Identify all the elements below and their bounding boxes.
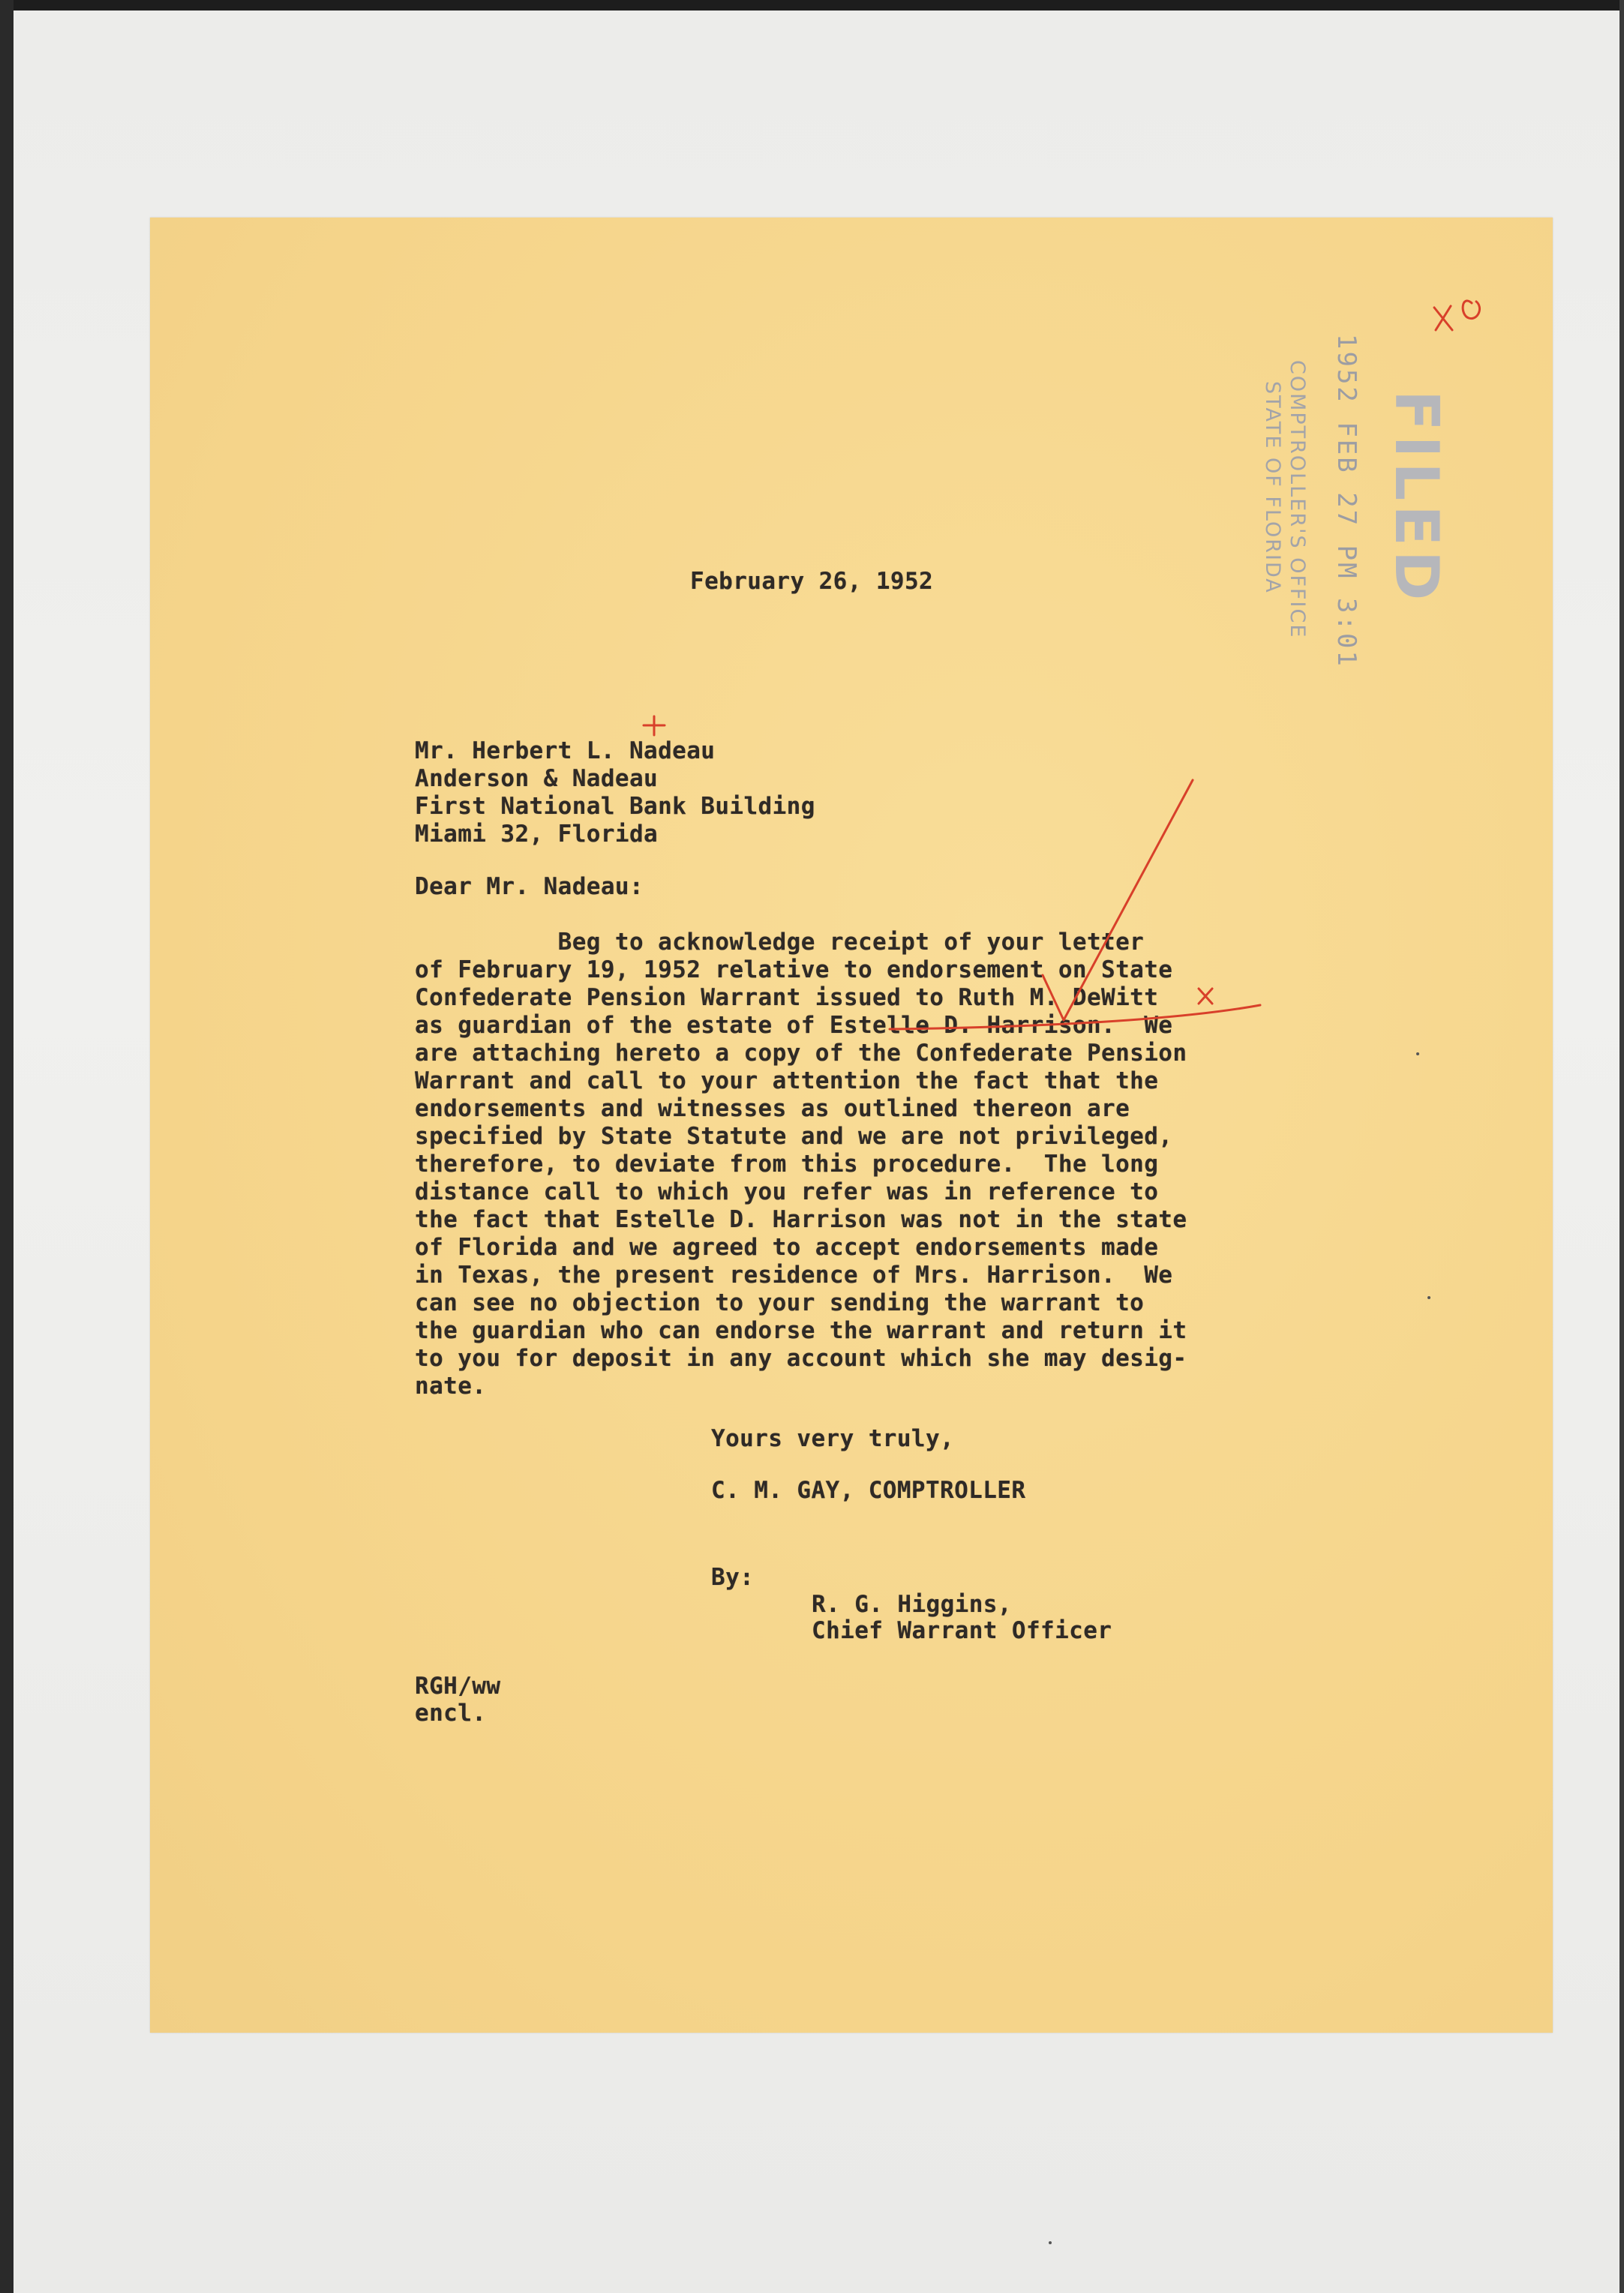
- body-line: Beg to acknowledge receipt of your letter: [415, 929, 1145, 956]
- body-line: in Texas, the present residence of Mrs. Harrison. We: [415, 1262, 1173, 1289]
- body-line: to you for deposit in any account which she may desig-: [415, 1345, 1187, 1372]
- body-line: as guardian of the estate of Estelle D. Harrison. We: [415, 1012, 1173, 1039]
- filed-stamp-office: COMPTROLLER'S OFFICE: [1286, 360, 1309, 639]
- signer-title: Chief Warrant Officer: [812, 1617, 1112, 1644]
- filed-stamp-datetime: 1952 FEB 27 PM 3:01: [1331, 334, 1361, 668]
- address-line-firm: Anderson & Nadeau: [415, 765, 659, 792]
- scan-top-edge: [0, 0, 1624, 11]
- address-line-building: First National Bank Building: [415, 793, 815, 820]
- body-line: the guardian who can endorse the warrant and return it: [415, 1317, 1187, 1344]
- salutation: Dear Mr. Nadeau:: [415, 873, 644, 900]
- letter-date: February 26, 1952: [690, 568, 934, 595]
- body-line: endorsements and witnesses as outlined thereon are: [415, 1095, 1130, 1122]
- signer-name: R. G. Higgins,: [812, 1591, 1012, 1618]
- body-line: distance call to which you refer was in reference to: [415, 1178, 1159, 1205]
- scan-right-edge: [1619, 0, 1624, 2293]
- body-line: Confederate Pension Warrant issued to Ruth M. DeWitt: [415, 984, 1159, 1011]
- scan-left-edge: [0, 0, 14, 2293]
- reference-initials: RGH/ww: [415, 1673, 501, 1700]
- body-line: nate.: [415, 1373, 487, 1400]
- body-line: can see no objection to your sending the warrant to: [415, 1289, 1145, 1316]
- body-line: Warrant and call to your attention the fact that the: [415, 1067, 1159, 1094]
- enclosure-note: encl.: [415, 1700, 487, 1727]
- body-line: are attaching hereto a copy of the Confederate Pension: [415, 1040, 1187, 1067]
- body-line: therefore, to deviate from this procedure. The long: [415, 1151, 1159, 1178]
- body-line: the fact that Estelle D. Harrison was not in the state: [415, 1206, 1187, 1233]
- by-label: By:: [711, 1564, 755, 1591]
- closing: Yours very truly,: [711, 1425, 955, 1452]
- filed-stamp-state: STATE OF FLORIDA: [1261, 381, 1284, 594]
- body-line: of February 19, 1952 relative to endorsement on State: [415, 956, 1173, 983]
- signer-organization: C. M. GAY, COMPTROLLER: [711, 1477, 1026, 1504]
- body-line: specified by State Statute and we are not privileged,: [415, 1123, 1173, 1150]
- address-line-city: Miami 32, Florida: [415, 821, 659, 848]
- address-line-name: Mr. Herbert L. Nadeau: [415, 737, 716, 764]
- filed-stamp-word: FILED: [1382, 390, 1451, 605]
- body-line: of Florida and we agreed to accept endorsements made: [415, 1234, 1159, 1261]
